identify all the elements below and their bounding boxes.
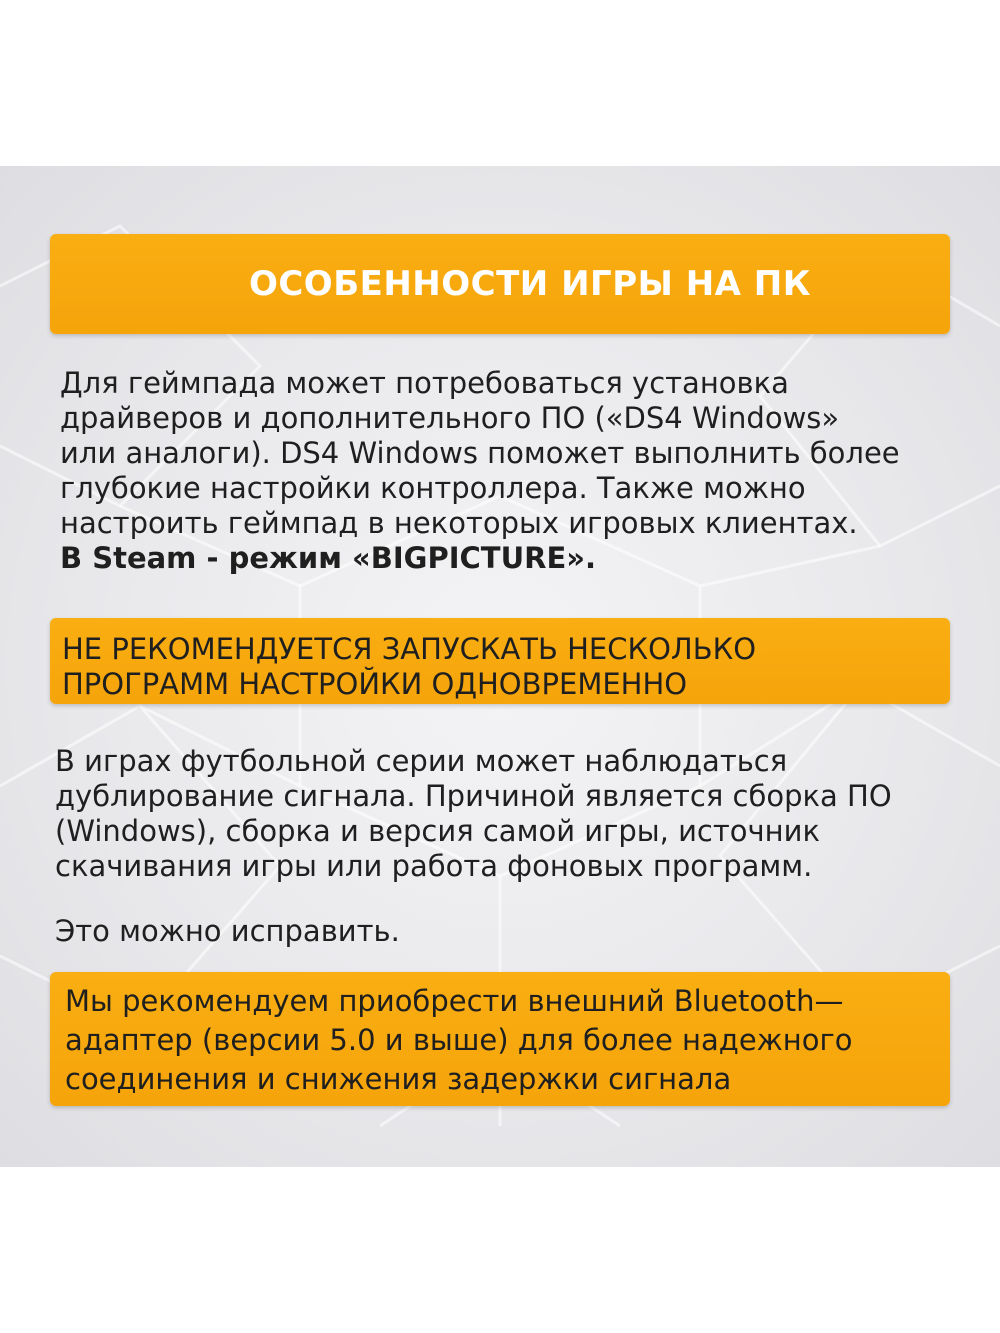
recommendation-banner [50,972,950,1106]
recommendation-line: Мы рекомендуем приобрести внешний Bluetooth— [65,984,844,1018]
football-paragraph [55,744,892,884]
intro-line: драйверов и дополнительного ПО («DS4 Windows» [60,401,840,435]
football-line: дублирование сигнала. Причиной является сборка ПО [55,779,892,813]
info-panel [0,166,1000,1167]
warning-text [62,632,756,702]
intro-line: настроить геймпад в некоторых игровых клиентах. [60,506,858,540]
football-line: (Windows), сборка и версия самой игры, источник [55,814,820,848]
fix-note-line: Это можно исправить. [55,914,400,948]
recommendation-line: соединения и снижения задержки сигнала [65,1062,732,1096]
intro-bold-line: В Steam - режим «BIGPICTURE». [60,541,597,575]
football-line: скачивания игры или работа фоновых программ. [55,849,813,883]
warning-line: НЕ РЕКОМЕНДУЕТСЯ ЗАПУСКАТЬ НЕСКОЛЬКО [62,632,757,666]
warning-banner [50,618,950,704]
football-line: В играх футбольной серии может наблюдаться [55,744,788,778]
warning-line: ПРОГРАММ НАСТРОЙКИ ОДНОВРЕМЕННО [62,667,688,701]
intro-line: глубокие настройки контроллера. Также можно [60,471,806,505]
intro-paragraph [60,366,900,576]
recommendation-text [65,982,852,1099]
page-title: ОСОБЕННОСТИ ИГРЫ НА ПК [248,264,812,304]
fix-note [55,914,400,949]
intro-line: Для геймпада может потребоваться установка [60,366,789,400]
title-banner [50,234,950,334]
intro-line: или аналоги). DS4 Windows поможет выполнить более [60,436,900,470]
recommendation-line: адаптер (версии 5.0 и выше) для более надежного [65,1023,853,1057]
